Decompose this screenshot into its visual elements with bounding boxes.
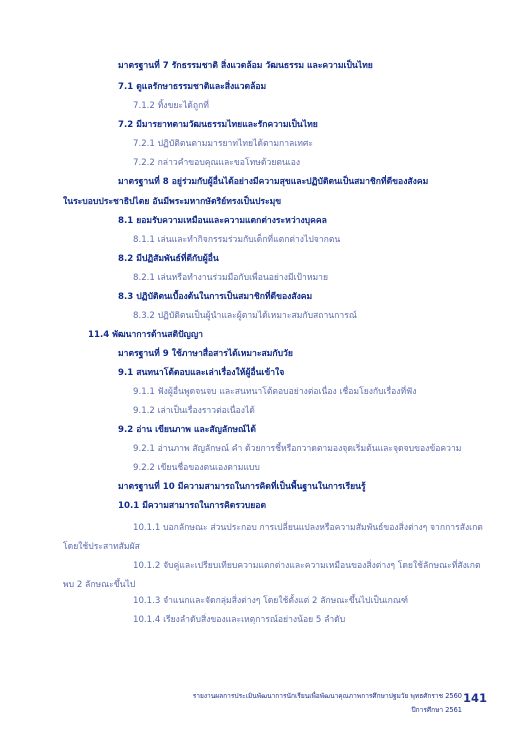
subheading-10-1: 10.1 มีความสามารถในการคิดรวบยอด <box>118 501 267 511</box>
standard-7-heading: มาตรฐานที่ 7 รักธรรมชาติ สิ่งแวดล้อม วัฒนธรรม และความเป็นไทย <box>118 61 373 71</box>
item-10-1-1: 10.1.1 บอกลักษณะ ส่วนประกอบ การเปลี่ยนแปลงหรือความสัมพันธ์ของสิ่งต่างๆ จากการสังเกตโดยใช้ประสาทสัมผัส <box>63 523 483 552</box>
item-7-1-2: 7.1.2 ทิ้งขยะได้ถูกที่ <box>133 101 209 111</box>
item-8-3-2: 8.3.2 ปฏิบัติตนเป็นผู้นำและผู้ตามได้เหมาะสมกับสถานการณ์ <box>133 311 357 321</box>
standard-8-heading-cont: ในระบอบประชาธิปไตย อันมีพระมหากษัตริย์ทรงเป็นประมุข <box>63 197 282 207</box>
standard-8-heading: มาตรฐานที่ 8 อยู่ร่วมกับผู้อื่นได้อย่างมีความสุขและปฏิบัติตนเป็นสมาชิกที่ดีของสังคม <box>118 177 429 187</box>
subheading-9-1: 9.1 สนทนาโต้ตอบและเล่าเรื่องให้ผู้อื่นเข้าใจ <box>118 368 285 378</box>
footer-academic-year: ปีการศึกษา 2561 <box>411 706 462 714</box>
subheading-8-1: 8.1 ยอมรับความเหมือนและความแตกต่างระหว่างบุคคล <box>118 216 327 226</box>
item-9-1-1: 9.1.1 ฟังผู้อื่นพูดจนจบ และสนทนาโต้ตอบอย่างต่อเนื่อง เชื่อมโยงกับเรื่องที่ฟัง <box>133 387 417 397</box>
subheading-7-1: 7.1 ดูแลรักษาธรรมชาติและสิ่งแวดล้อม <box>118 82 267 92</box>
item-9-2-1: 9.2.1 อ่านภาพ สัญลักษณ์ คำ ด้วยการชี้หรือกวาดตามองจุดเริ่มต้นและจุดจบของข้อความ <box>133 444 462 454</box>
item-9-1-2: 9.1.2 เล่าเป็นเรื่องราวต่อเนื่องได้ <box>133 406 255 416</box>
subheading-9-2: 9.2 อ่าน เขียนภาพ และสัญลักษณ์ได้ <box>118 425 256 435</box>
item-8-1-1: 8.1.1 เล่นและทำกิจกรรมร่วมกับเด็กที่แตกต่างไปจากตน <box>133 235 341 245</box>
item-10-1-3: 10.1.3 จำแนกและจัดกลุ่มสิ่งต่างๆ โดยใช้ตั้งแต่ 2 ลักษณะขึ้นไปเป็นเกณฑ์ <box>133 596 408 606</box>
item-10-1-2: 10.1.2 จับคู่และเปรียบเทียบความแตกต่างและความเหมือนของสิ่งต่างๆ โดยใช้ลักษณะที่สังเกตพบ 2 ลักษณะขึ้นไป <box>63 561 481 590</box>
item-9-2-2: 9.2.2 เขียนชื่อของตนเองตามแบบ <box>133 463 260 473</box>
subheading-8-2: 8.2 มีปฏิสัมพันธ์ที่ดีกับผู้อื่น <box>118 254 219 264</box>
section-11-4-heading: 11.4 พัฒนาการด้านสติปัญญา <box>88 330 204 340</box>
item-7-2-1: 7.2.1 ปฏิบัติตนตามมารยาทไทยได้ตามกาลเทศะ <box>133 139 313 149</box>
item-7-2-2: 7.2.2 กล่าวคำขอบคุณและขอโทษด้วยตนเอง <box>133 158 301 168</box>
footer-report-title: รายงานผลการประเมินพัฒนาการนักเรียนเพื่อพัฒนาคุณภาพการศึกษาปฐมวัย พุทธศักราช 2560 <box>192 692 462 700</box>
standard-10-heading: มาตรฐานที่ 10 มีความสามารถในการคิดที่เป็นพื้นฐานในการเรียนรู้ <box>118 482 366 492</box>
item-10-1-4: 10.1.4 เรียงลำดับสิ่งของและเหตุการณ์อย่างน้อย 5 ลำดับ <box>133 615 346 625</box>
subheading-8-3: 8.3 ปฏิบัติตนเบื้องต้นในการเป็นสมาชิกที่ดีของสังคม <box>118 292 313 302</box>
item-8-2-1: 8.2.1 เล่นหรือทำงานร่วมมือกับเพื่อนอย่างมีเป้าหมาย <box>133 273 329 283</box>
standard-9-heading: มาตรฐานที่ 9 ใช้ภาษาสื่อสารได้เหมาะสมกับวัย <box>118 349 293 359</box>
subheading-7-2: 7.2 มีมารยาทตามวัฒนธรรมไทยและรักความเป็นไทย <box>118 120 318 130</box>
page-number: 141 <box>463 691 488 705</box>
